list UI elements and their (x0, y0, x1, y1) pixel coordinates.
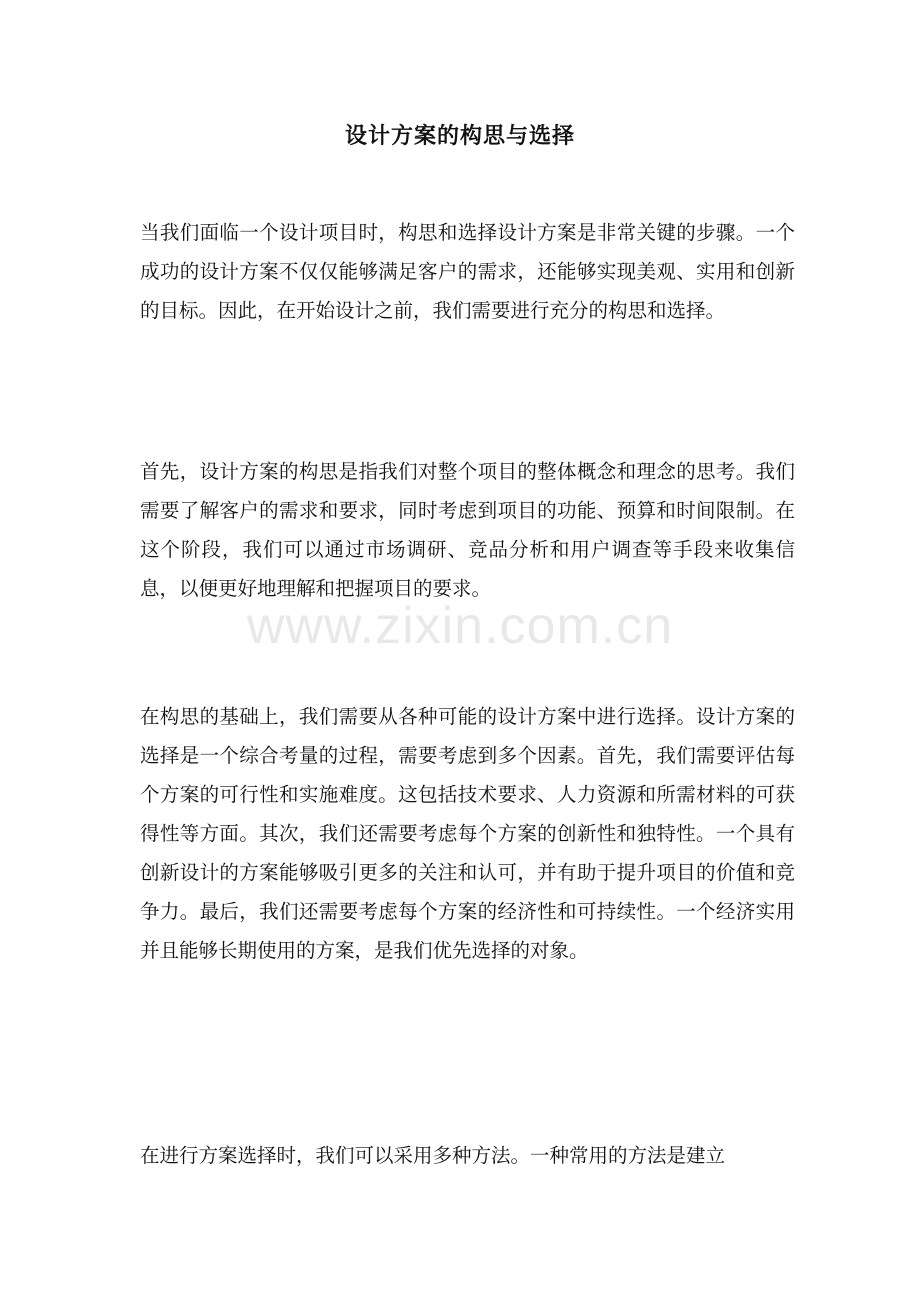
paragraph-methods: 在进行方案选择时，我们可以采用多种方法。一种常用的方法是建立 (140, 1144, 726, 1167)
watermark: www.zixin.com.cn (246, 597, 674, 655)
document-title: 设计方案的构思与选择 (344, 123, 575, 149)
paragraph-intro: 当我们面临一个设计项目时，构思和选择设计方案是非常关键的步骤。一个成功的设计方案不仅仅能够满足客户的需求，还能够实现美观、实用和创新的目标。因此，在开始设计之前，我们需要进行充分的构思和选择。 (140, 221, 795, 322)
paragraph-concept: 首先，设计方案的构思是指我们对整个项目的整体概念和理念的思考。我们需要了解客户的需求和要求，同时考虑到项目的功能、预算和时间限制。在这个阶段，我们可以通过市场调研、竞品分析和用户调查等手段来收集信息，以便更好地理解和把握项目的要求。 (140, 460, 795, 600)
paragraph-selection: 在构思的基础上，我们需要从各种可能的设计方案中进行选择。设计方案的选择是一个综合考量的过程，需要考虑到多个因素。首先，我们需要评估每个方案的可行性和实施难度。这包括技术要求、人力资源和所需材料的可获得性等方面。其次，我们还需要考虑每个方案的创新性和独特性。一个具有创新设计的方案能够吸引更多的关注和认可，并有助于提升项目的价值和竞争力。最后，我们还需要考虑每个方案的经济性和可持续性。一个经济实用并且能够长期使用的方案，是我们优先选择的对象。 (140, 705, 795, 962)
